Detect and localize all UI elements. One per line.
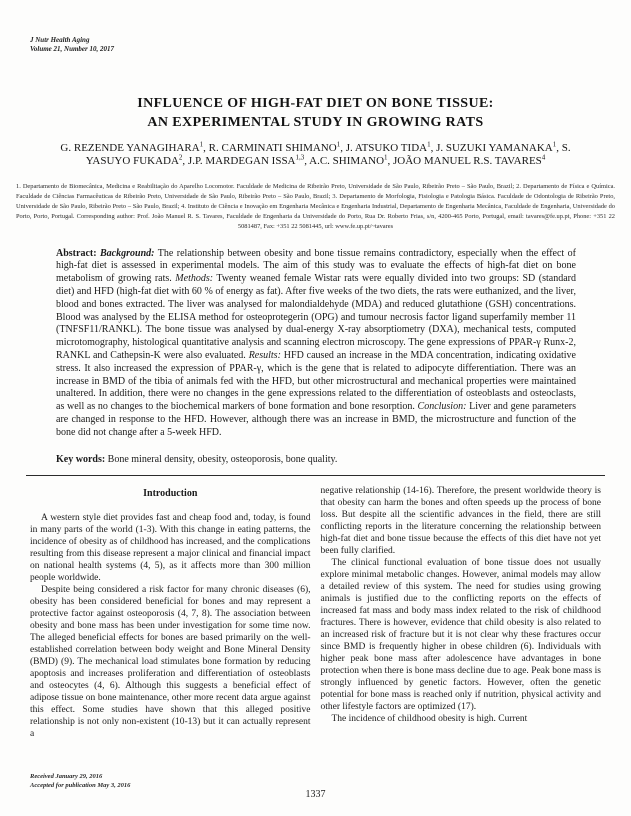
author-name: G. REZENDE YANAGIHARA [60, 142, 200, 154]
received-date: Received January 29, 2016 [30, 773, 103, 780]
body-paragraph: The incidence of childhood obesity is high. Current [331, 714, 528, 725]
page-number: 1337 [305, 789, 326, 800]
title-line-1: INFLUENCE OF HIGH-FAT DIET ON BONE TISSUE: [137, 96, 494, 111]
author [304, 155, 387, 167]
title-line-2: AN EXPERIMENTAL STUDY IN GROWING RATS [147, 115, 484, 130]
author [60, 142, 203, 154]
abstract-results-label: Results: [248, 349, 281, 361]
footer-dates [30, 773, 130, 790]
author-superscript: 4 [541, 153, 546, 162]
body-paragraph: A western style diet provides fast and cheap food and, today, is found in many parts of the world (1-3). With this change in eating patterns, the incidence of obesity as of childhood has increased, and the complications resulting from this disease represent a major clinical and financial impact on national health systems (4, 5), as it affects more than 300 million people worldwide. [30, 513, 311, 584]
abstract-conclusion-text: Liver and gene parameters are changed in response to the HFD. However, although there was an increase in BMD, the microstructure and function of the bone did not change after a 5-week HFD. [56, 401, 576, 438]
keywords-label: Key words: [56, 453, 108, 465]
abstract-background-label: Background: [100, 247, 155, 259]
abstract-methods-label: Methods: [175, 273, 214, 285]
body-paragraph: The clinical functional evaluation of bone tissue does not usually explore minimal metabolic changes. However, animal models may allow a detailed review of this system. The need for studies using growing animals is justified due to the conflicting reports on the effects of increased fat mass and body mass index related to the risk of childhood fractures. There is however, evidence that child obesity is also related to an increased risk of fracture but it is not clear why these fractures occur since BMD is frequently higher in obese children (6). Individuals with higher peak bone mass after adolescence have advantages in bone protection when there is bone mass decline due to age. Peak bone mass is strongly influenced by genetic factors. However, often the genetic potential for bone mass is reached only if nutrition, physical activity and other lifestyle factors are optimized (17). [320, 558, 601, 713]
journal-issue: Volume 21, Number 10, 2017 [30, 45, 115, 53]
abstract-background-text: The relationship between obesity and bone tissue remains contradictory, especially when the effect of high-fat diet is assessed in experimental models. The aim of this study was to evaluate the effects of high-fat diet on bone metabolism of growing rats. [56, 247, 577, 285]
left-column [30, 485, 311, 740]
author-superscript: 1 [384, 153, 388, 162]
author-name: , S. YASUYO FUKADA [85, 142, 571, 168]
abstract-results-text: HFD caused an increase in the MDA concentration, indicating oxidative stress. It also increased the expression of PPAR-γ, which is the gene that is related to adipocyte differentiation. There was an increase in BMD of the tibia of animals fed with the HFD, but other microstructural and mechanical properties were maintained unaltered. In addition, there were no changes in the gene expressions related to the differentiation of osteoblasts and osteoclasts, as well as no changes to the biochemical markers of bone formation and bone resorption. [56, 349, 576, 413]
keywords-line [56, 454, 576, 467]
introduction-heading: Introduction [143, 488, 198, 500]
right-column [321, 485, 602, 740]
author-superscript: 1 [552, 140, 557, 149]
author [340, 142, 430, 154]
author [182, 155, 304, 167]
author-name: , R. CARMINATI SHIMANO [203, 142, 337, 154]
author-superscript: 2 [178, 153, 183, 162]
author-name: , JOÃO MANUEL R.S. TAVARES [387, 155, 542, 168]
author [431, 142, 557, 154]
author-superscript: 1 [199, 140, 204, 149]
author-superscript: 1,3 [295, 153, 305, 162]
author-name: , A.C. SHIMANO [304, 155, 385, 168]
author-name: , J. ATSUKO TIDA [340, 142, 428, 154]
author [203, 142, 340, 154]
affiliations: 1. Departamento de Biomecânica, Medicina e Reabilitação do Aparelho Locomotor. Faculdade de Medicina de Ribeirão Preto, Universidade de São Paulo, Ribeirão Preto – São Paulo, Brazil; 2. Departamento de Física e Química. Faculdade de Ciências Farmacêuticas de Ribeirão Preto, Universidade de São Paulo, Ribeirão Preto – São Paulo, Brazil; 3. Departamento de Morfologia, Fisiologia e Patologia Básica. Faculdade de Odontologia de Ribeirão Preto, Universidade de São Paulo, Ribeirão Preto – São Paulo, Brazil; 4. Instituto de Ciência e Inovação em Engenharia Mecânica e Engenharia Industrial, Departamento de Engenharia Mecânica, Faculdade de Engenharia, Universidade do Porto, Porto, Portugal. Corresponding author: Prof. João Manuel R. S. Tavares, Faculdade de Engenharia da Universidade do Porto, Rua Dr. Roberto Frias, s/n, 4200-465 Porto, Portugal, email: tavares@fe.up.pt, Phone: +351 22 5081487, Fax: +351 22 5081445, url: www.fe.up.pt/~tavares [16, 182, 615, 230]
accepted-date: Accepted for publication May 3, 2016 [30, 781, 131, 789]
page-title [30, 94, 601, 132]
author-superscript: 1 [427, 140, 431, 149]
authors-line [56, 142, 576, 169]
abstract-label: Abstract: [56, 247, 101, 259]
journal-name: J Nutr Health Aging [30, 36, 90, 44]
author-name: , J. SUZUKI YAMANAKA [430, 142, 553, 154]
body-columns [30, 485, 601, 740]
body-paragraph: Despite being considered a risk factor for many chronic diseases (6), obesity has been considered beneficial for bones and may represent a protective factor against osteoporosis (4, 7, 8). The association between obesity and bone mass has been under investigation for some time now. The alleged beneficial effects for bones are based primarily on the well-established correlation between body weight and Bone Mineral Density (BMD) (9). The mechanical load stimulates bone formation by reducing apoptosis and increases proliferation and differentiation of osteoblasts and osteocytes (4, 6). Although this suggests a beneficial effect of adipose tissue on bone maintenance, other more recent data argue against this effect. Some studies have shown that this alleged positive relationship is not only non-existent (10-13) but it can actually represent a [30, 585, 311, 740]
author [388, 155, 546, 167]
abstract [56, 248, 576, 440]
author-name: , J.P. MARDEGAN ISSA [182, 155, 296, 168]
body-paragraph: negative relationship (14-16). Therefore, the present worldwide theory is that obesity can harm the bones and often speeds up the process of bone loss. But despite all the scientific advances in the field, there are still conflicting reports in the literature concerning the relationship between high-fat diet and bone tissue because the effects of this diet have not yet been fully clarified. [320, 486, 601, 557]
keywords-text: Bone mineral density, obesity, osteoporosis, bone quality. [107, 453, 338, 465]
journal-info [30, 36, 601, 54]
abstract-conclusion-label: Conclusion: [417, 401, 467, 413]
abstract-methods-text: Twenty weaned female Wistar rats were equally divided into two groups: SD (standard diet) and HFD (high-fat diet with 60 % of energy as fat). After five weeks of the two diets, the rats were euthanized, and the liver, blood and bones extracted. The liver was analysed for malondialdehyde (MDA) and reduced glutathione (GSH) concentrations. Blood was analysed by the ELISA method for osteoprotegerin (OPG) and tumour necrosis factor ligand superfamily member 11 (TNFSF11/RANKL). The bone tissue was analysed by dual-energy X-ray absorptiometry (DXA), mechanical tests, computed microtomography, histological quantitative analysis and scanning electron microscopy. The gene expressions of PPAR-γ Runx-2, RANKL and Cathepsin-K were also evaluated. [56, 273, 576, 361]
author-superscript: 1 [336, 140, 341, 149]
section-divider [26, 475, 605, 476]
